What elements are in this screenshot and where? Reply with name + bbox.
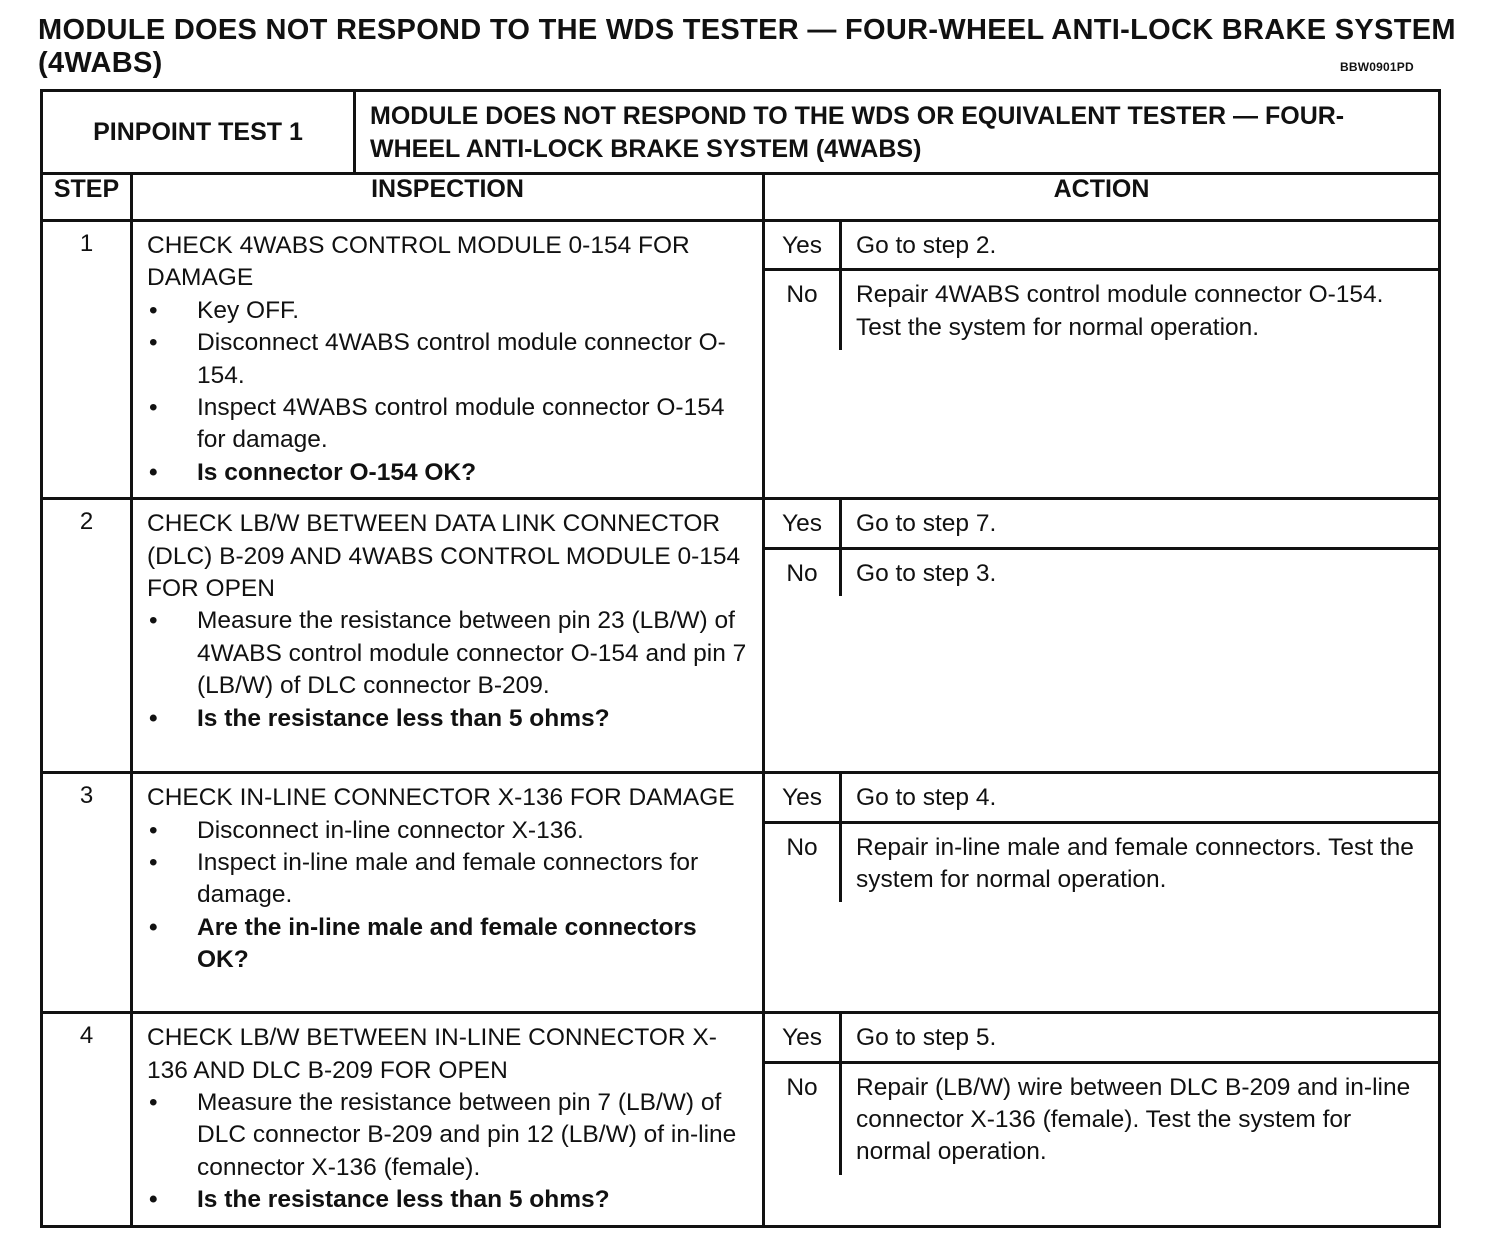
no-outcome [765,550,1438,596]
step-question: • Are the in-line male and female connectors OK? [147,912,754,977]
no-action: Repair 4WABS control module connector O-154. Test the system for normal operation. [856,281,1384,341]
pinpoint-label: PINPOINT TEST 1 [42,91,355,174]
step-number: 3 [42,773,132,1013]
yes-label: Yes [765,1014,842,1060]
step-question: • Is the resistance less than 5 ohms? [147,703,754,735]
yes-action: Go to step 7. [856,510,997,538]
table-row [42,1013,1440,1226]
yes-action: Go to step 4. [856,784,997,812]
table-row [42,499,1440,773]
list-item: • Measure the resistance between pin 23 (LB/W) of 4WABS control module connector O-154 and pin 7 (LB/W) of DLC connector B-209. [147,605,754,702]
step-heading: CHECK LB/W BETWEEN IN-LINE CONNECTOR X-136 AND DLC B-209 FOR OPEN [147,1024,717,1084]
step-heading: CHECK LB/W BETWEEN DATA LINK CONNECTOR (DLC) B-209 AND 4WABS CONTROL MODULE 0-154 FOR OPEN [147,510,741,603]
step-question: • Is connector O-154 OK? [147,457,754,489]
no-outcome [765,1064,1438,1175]
no-label: No [765,824,842,903]
pinpoint-header-row [42,91,1440,174]
yes-label: Yes [765,774,842,820]
no-outcome [765,271,1438,350]
list-item: • Measure the resistance between pin 7 (LB/W) of DLC connector B-209 and pin 12 (LB/W) of in-line connector X-136 (female). [147,1087,754,1184]
yes-label: Yes [765,222,842,268]
step-number: 4 [42,1013,132,1226]
action-cell [764,773,1440,1013]
action-cell [764,1013,1440,1226]
inspection-cell [132,773,764,1013]
no-label: No [765,271,842,350]
action-cell [764,499,1440,773]
yes-outcome [765,1014,1438,1063]
no-action: Repair in-line male and female connectors. Test the system for normal operation. [856,833,1414,894]
list-item: • Inspect 4WABS control module connector O-154 for damage. [147,392,754,457]
yes-label: Yes [765,500,842,546]
bullet-list [147,815,754,977]
list-item: • Disconnect 4WABS control module connector O-154. [147,327,754,392]
column-header-row [42,174,1440,221]
step-number: 2 [42,499,132,773]
no-action: Go to step 3. [856,559,997,587]
table-row [42,221,1440,499]
no-label: No [765,1064,842,1175]
action-cell [764,221,1440,499]
no-action: Repair (LB/W) wire between DLC B-209 and in-line connector X-136 (female). Test the system for normal operation. [856,1073,1411,1166]
yes-outcome [765,500,1438,549]
list-item: • Inspect in-line male and female connectors for damage. [147,847,754,912]
no-label: No [765,550,842,596]
step-heading: CHECK IN-LINE CONNECTOR X-136 FOR DAMAGE [147,784,735,812]
yes-action: Go to step 2. [856,232,997,259]
table-row [42,773,1440,1013]
bullet-list [147,1087,754,1217]
inspection-cell [132,1013,764,1226]
bullet-list [147,605,754,735]
yes-outcome [765,774,1438,823]
inspection-cell [132,221,764,499]
no-outcome [765,824,1438,903]
pinpoint-test-table [40,89,1441,1228]
list-item: • Key OFF. [147,295,754,327]
action-column-header: ACTION [764,174,1440,221]
inspection-cell [132,499,764,773]
step-column-header: STEP [42,174,132,221]
yes-action: Go to step 5. [856,1024,997,1052]
pinpoint-title: MODULE DOES NOT RESPOND TO THE WDS OR EQUIVALENT TESTER — FOUR-WHEEL ANTI-LOCK BRAKE SYSTEM (4WABS) [355,91,1440,174]
step-number: 1 [42,221,132,499]
step-heading: CHECK 4WABS CONTROL MODULE 0-154 FOR DAMAGE [147,232,690,292]
list-item: • Disconnect in-line connector X-136. [147,815,754,847]
figure-code: BBW0901PD [1340,60,1414,74]
yes-outcome [765,222,1438,271]
bullet-list [147,295,754,489]
document-title: MODULE DOES NOT RESPOND TO THE WDS TESTER — FOUR-WHEEL ANTI-LOCK BRAKE SYSTEM (4WABS) [38,14,1456,79]
inspection-column-header: INSPECTION [132,174,764,221]
step-question: • Is the resistance less than 5 ohms? [147,1184,754,1216]
